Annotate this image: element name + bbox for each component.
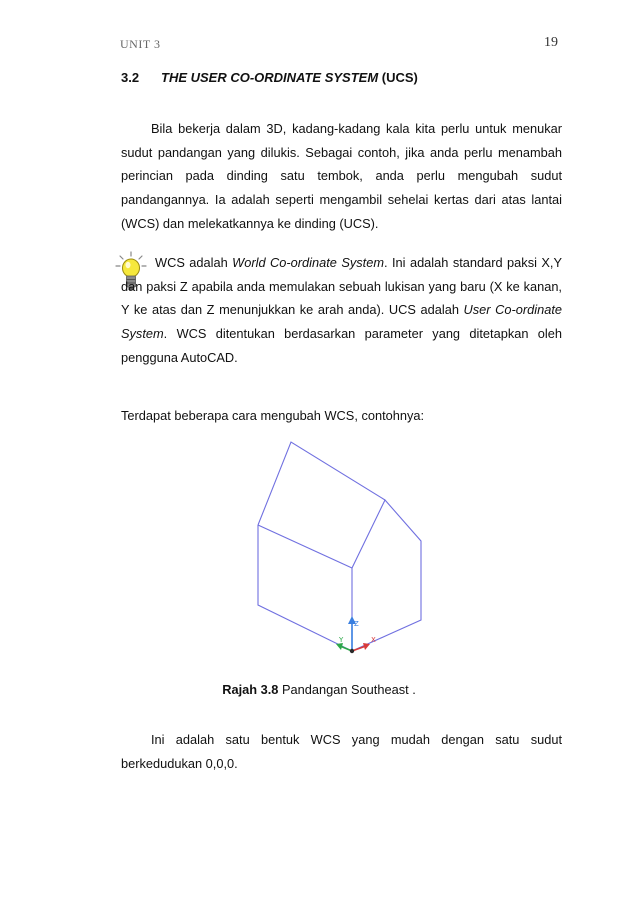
paragraph-methods: Terdapat beberapa cara mengubah WCS, contohnya: — [121, 408, 425, 423]
paragraph-wcs-part2: . Ini adalah standard paksi X,Y dan paksi Z apabila anda memulakan sebuah lukisan yang baru (X ke kanan, Y ke atas dan Z menunjukkan ke arah anda). UCS adalah — [121, 255, 562, 318]
paragraph-wcs-part1: WCS adalah — [155, 255, 233, 270]
house-wireframe-figure — [240, 430, 440, 665]
paragraph-wcs-part3: . WCS ditentukan berdasarkan parameter yang ditetapkan oleh pengguna AutoCAD. — [121, 326, 562, 365]
paragraph-conclusion-text: Ini adalah satu bentuk WCS yang mudah dengan satu sudut berkedudukan 0,0,0. — [121, 732, 562, 771]
unit-label: UNIT 3 — [120, 37, 161, 51]
svg-text:X: X — [371, 636, 376, 644]
paragraph-wcs-term-wcs: World Co-ordinate System — [232, 255, 384, 270]
section-title-italic: THE USER CO-ORDINATE SYSTEM — [161, 70, 379, 85]
paragraph-conclusion — [121, 728, 562, 775]
section-number: 3.2 — [121, 70, 140, 85]
page-header — [120, 37, 558, 57]
figure-caption — [0, 682, 638, 697]
svg-text:Z: Z — [354, 620, 359, 628]
paragraph-intro-text: Bila bekerja dalam 3D, kadang-kadang kala kita perlu untuk menukar sudut pandangan yang dilukis. Sebagai contoh, jika anda perlu menambah perincian pada dinding satu tembok, anda perlu mengubah sudut pandangannya. Ia adalah seperti mengambil sehelai kertas dari atas lantai (WCS) dan melekatkannya ke dinding (UCS). — [121, 121, 562, 231]
figure-caption-label: Rajah 3.8 — [222, 682, 279, 697]
paragraph-intro — [121, 117, 562, 236]
ucs-axis-icon — [336, 616, 376, 653]
paragraph-wcs-term-ucs: User Co-ordinate System — [121, 302, 562, 342]
paragraph-wcs — [121, 251, 562, 370]
page-number: 19 — [544, 35, 558, 50]
section-title — [161, 70, 418, 85]
section-title-suffix: (UCS) — [378, 70, 418, 85]
figure-caption-text: Pandangan Southeast . — [278, 682, 416, 697]
svg-text:Y: Y — [339, 636, 344, 644]
